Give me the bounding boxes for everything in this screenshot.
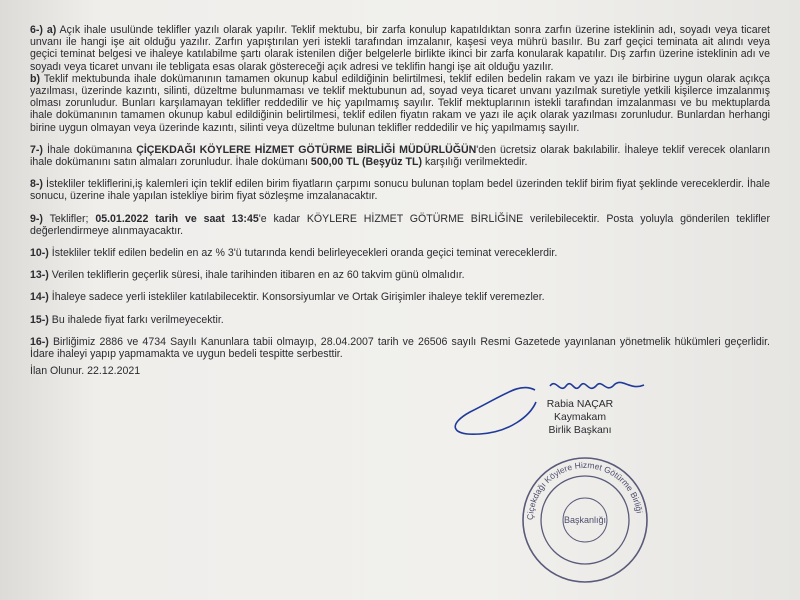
- item-text-mid: 'den ücretsiz olarak bakılabilir. İhaleye teklif verecek olanların ihale dokümanını satın almaları zorunludur. İhale dokümanı: [30, 143, 770, 169]
- item-number: 16-): [30, 335, 49, 348]
- item-text-bold: 500,00 TL (Beşyüz TL): [310, 156, 422, 169]
- item-9: [30, 213, 770, 237]
- item-number: 15-): [30, 313, 49, 326]
- item-text-bold: ÇİÇEKDAĞI KÖYLERE HİZMET GÖTÜRME BİRLİĞİ MÜDÜRLÜĞÜN: [136, 143, 477, 156]
- item-text: Açık ihale usulünde teklifler yazılı olarak yapılır. Teklif mektubu, bir zarfa konulup kapatıldıktan sonra zarfın üzerine isteklinin adı, soyadı veya ticaret unvanı ile hangi işe ait olduğu yazılır. Zarfın yapıştırılan yeri istekli tarafından imzalanır, kaşesi veya mührü basılır. Bu zarf geçici teminata ait alındı veya geçici teminat belgesi ve ihaleye katılabilme şartı olarak istenilen diğer belgelerle birlikte ikinci bir zarfa konularak kapatılır. Dış zarfın üzerine isteklinin adı ve soyadı veya ticaret unvanı ile tebligata esas olarak göstereceği açık adresi ve teklifin hangi işe ait olduğu yazılır.: [30, 24, 770, 73]
- item-10: [30, 247, 770, 259]
- stamp-ring-text: Çiçekdağı Köylere Hizmet Götürme Birliği: [524, 459, 645, 521]
- signatory-title: Kaymakam: [554, 412, 606, 423]
- item-6a: [30, 24, 770, 73]
- item-text-pre: İhale dokümanına: [46, 143, 133, 156]
- item-7: [30, 144, 770, 168]
- item-text-pre: Teklifler;: [49, 212, 89, 225]
- item-text-bold: 05.01.2022 tarih ve saat 13:45: [95, 212, 259, 225]
- item-15: [30, 314, 770, 326]
- announcement-date: İlan Olunur. 22.12.2021: [30, 365, 141, 377]
- document-body: [30, 24, 770, 370]
- item-text-post: 'e kadar KÖYLERE HİZMET GÖTÜRME BİRLİĞİNE verilebilecektir. Posta yoluyla gönderilen teklifler değerlendirmeye alınmayacaktır.: [30, 212, 770, 237]
- item-text: İhaleye sadece yerli istekliler katılabilecektir. Konsorsiyumlar ve Ortak Girişimler ihaleye teklif veremezler.: [51, 291, 545, 304]
- item-text: Teklif mektubunda ihale dokümanının tamamen okunup kabul edildiğinin belirtilmesi, teklif edilen bedelin rakam ve yazı ile birbirine uygun olarak açıkça yazılması, üzerinde kazıntı, silinti, düzeltme bulunmaması ve teklif mektubunun ad, soyad veya ticaret unvanı yazılmak suretiyle yetkili kişilerce imzalanmış olması zorunludur. Bunları karşılamayan teklifler reddedilir ve hiç yapılmamış sayılır. Teklif mektuplarının istekli tarafından imzalanması ve bu mektuplarda ihale dokümanının tamamen okunup kabul edildiğinin belirtilmesi, teklif edilen fiyatın rakam ve yazı ile açık olarak yazılması zorunludur. Bunlardan herhangi birine uygun olmayan veya üzerinde kazıntı, silinti veya düzeltme bulunan teklifler reddedilir ve hiç yapılmamış sayılır.: [30, 72, 770, 134]
- item-16: [30, 336, 770, 360]
- item-number: 13-): [30, 269, 49, 282]
- item-number: b): [30, 72, 40, 85]
- item-number: 14-): [30, 291, 49, 304]
- item-text-post: karşılığı verilmektedir.: [424, 156, 528, 169]
- item-number: 7-): [30, 143, 43, 156]
- signatory-name: Rabia NAÇAR: [546, 399, 614, 410]
- item-number: 8-): [30, 178, 43, 191]
- official-stamp: [515, 450, 655, 590]
- svg-text:Çiçekdağı Köylere Hizmet Götür: [525, 460, 645, 520]
- item-14: [30, 291, 770, 303]
- item-8: [30, 178, 770, 202]
- item-text: İstekliler teklif edilen bedelin en az % 3'ü tutarında kendi belirleyecekleri oranda geçici teminat vereceklerdir.: [51, 247, 558, 260]
- item-number: 9-): [30, 212, 43, 225]
- signatory-role: Birlik Başkanı: [548, 425, 612, 436]
- item-text: Verilen tekliflerin geçerlik süresi, ihale tarihinden itibaren en az 60 takvim günü olmalıdır.: [51, 269, 465, 282]
- item-number: 10-): [30, 247, 49, 260]
- stamp-center-text: Başkanlığı: [563, 515, 607, 525]
- signature-block: [520, 398, 640, 437]
- item-6b: [30, 73, 770, 134]
- item-text: Bu ihalede fiyat farkı verilmeyecektir.: [51, 313, 224, 326]
- item-text: Birliğimiz 2886 ve 4734 Sayılı Kanunlara tabii olmayıp, 28.04.2007 tarih ve 26506 sayılı Resmi Gazetede yayınlanan yönetmelik hükümleri geçerlidir. İdare ihaleyi yapıp yapmamakta ve uygun bedeli tespitte serbesttir.: [30, 335, 770, 361]
- item-text: İstekliler tekliflerini,iş kalemleri için teklif edilen birim fiyatların çarpımı sonucu bulunan toplam bedel üzerinden teklif birim fiyat şeklinde vereceklerdir. İhale sonucu, üzerine ihale yapılan istekliye birim fiyat sözleşme imzalanacaktır.: [30, 178, 770, 203]
- item-number: 6-) a): [30, 24, 57, 36]
- item-13: [30, 269, 770, 281]
